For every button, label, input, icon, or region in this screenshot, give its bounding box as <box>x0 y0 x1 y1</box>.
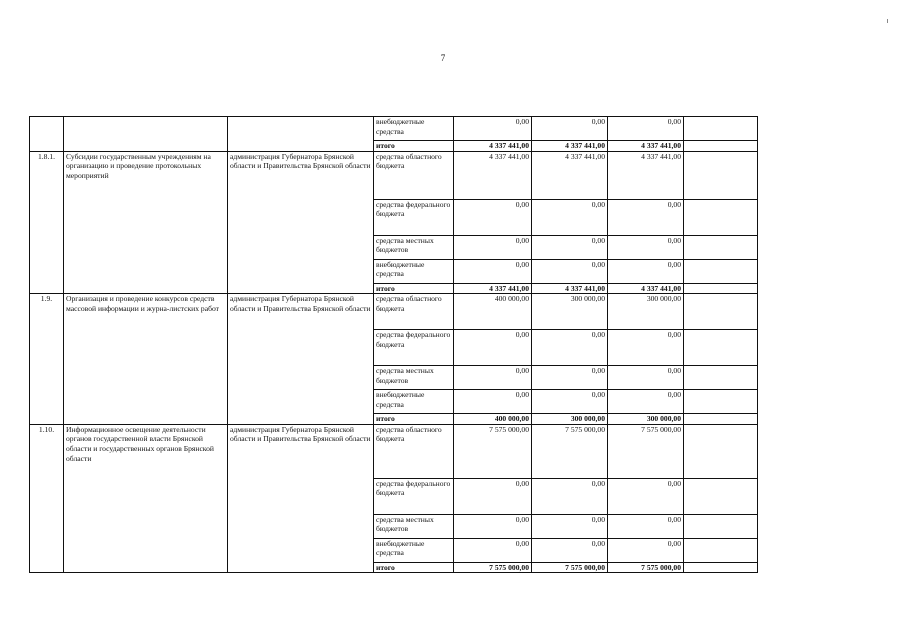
amount-cell-1: 400 000,00 <box>454 294 532 330</box>
item-name-cell: Организация и проведение конкурсов средств массовой информации и журна-листских работ <box>64 294 228 425</box>
amount-cell-3: 0,00 <box>608 199 684 235</box>
funding-source-cell: итого <box>374 141 454 152</box>
funding-source-cell: итого <box>374 283 454 294</box>
funding-source-cell: внебюджетные средства <box>374 117 454 141</box>
funding-source-cell: средства федерального бюджета <box>374 330 454 366</box>
item-number-cell: 1.9. <box>30 294 64 425</box>
amount-cell-2: 0,00 <box>532 259 608 283</box>
amount-cell-2: 0,00 <box>532 199 608 235</box>
amount-cell-2: 0,00 <box>532 235 608 259</box>
amount-cell-1: 4 337 441,00 <box>454 141 532 152</box>
empty-cell <box>684 283 758 294</box>
empty-cell <box>684 294 758 330</box>
amount-cell-2: 0,00 <box>532 390 608 414</box>
amount-cell-2: 4 337 441,00 <box>532 283 608 294</box>
funding-source-cell: внебюджетные средства <box>374 390 454 414</box>
funding-source-cell: средства местных бюджетов <box>374 235 454 259</box>
empty-cell <box>684 199 758 235</box>
amount-cell-3: 0,00 <box>608 117 684 141</box>
funding-source-cell: средства местных бюджетов <box>374 514 454 538</box>
empty-cell <box>684 424 758 478</box>
table-row <box>30 151 758 199</box>
empty-cell <box>684 235 758 259</box>
amount-cell-1: 7 575 000,00 <box>454 424 532 478</box>
funding-source-cell: средства федерального бюджета <box>374 478 454 514</box>
amount-cell-1: 400 000,00 <box>454 414 532 425</box>
table-row <box>30 424 758 478</box>
amount-cell-1: 0,00 <box>454 259 532 283</box>
amount-cell-3: 300 000,00 <box>608 414 684 425</box>
item-number-cell <box>30 117 64 152</box>
executor-cell: администрация Губернатора Брянской области и Правительства Брянской области <box>228 151 374 294</box>
empty-cell <box>684 390 758 414</box>
funding-source-cell: средства областного бюджета <box>374 424 454 478</box>
empty-cell <box>684 117 758 141</box>
executor-cell: администрация Губернатора Брянской области и Правительства Брянской области <box>228 294 374 425</box>
amount-cell-3: 0,00 <box>608 259 684 283</box>
amount-cell-1: 0,00 <box>454 514 532 538</box>
amount-cell-1: 0,00 <box>454 478 532 514</box>
amount-cell-1: 0,00 <box>454 117 532 141</box>
funding-source-cell: внебюджетные средства <box>374 259 454 283</box>
amount-cell-2: 4 337 441,00 <box>532 141 608 152</box>
page-number: 7 <box>440 53 446 63</box>
table-row <box>30 117 758 141</box>
empty-cell <box>684 514 758 538</box>
amount-cell-1: 7 575 000,00 <box>454 562 532 573</box>
amount-cell-1: 0,00 <box>454 366 532 390</box>
budget-table <box>29 116 758 573</box>
item-number-cell: 1.8.1. <box>30 151 64 294</box>
amount-cell-2: 0,00 <box>532 538 608 562</box>
amount-cell-1: 0,00 <box>454 390 532 414</box>
amount-cell-1: 4 337 441,00 <box>454 151 532 199</box>
funding-source-cell: внебюджетные средства <box>374 538 454 562</box>
amount-cell-3: 0,00 <box>608 366 684 390</box>
scan-mark <box>887 19 888 23</box>
amount-cell-3: 4 337 441,00 <box>608 283 684 294</box>
empty-cell <box>684 366 758 390</box>
amount-cell-3: 0,00 <box>608 478 684 514</box>
item-name-cell: Информационное освещение деятельности органов государственной власти Брянской области и государственных органов Брянской области <box>64 424 228 573</box>
funding-source-cell: средства областного бюджета <box>374 151 454 199</box>
empty-cell <box>684 478 758 514</box>
amount-cell-2: 0,00 <box>532 117 608 141</box>
funding-source-cell: итого <box>374 562 454 573</box>
empty-cell <box>684 259 758 283</box>
empty-cell <box>684 330 758 366</box>
amount-cell-3: 4 337 441,00 <box>608 151 684 199</box>
amount-cell-1: 0,00 <box>454 330 532 366</box>
empty-cell <box>684 562 758 573</box>
item-name-cell: Субсидии государственным учреждениям на организацию и проведение протокольных мероприятий <box>64 151 228 294</box>
executor-cell <box>228 117 374 152</box>
funding-source-cell: средства областного бюджета <box>374 294 454 330</box>
amount-cell-3: 0,00 <box>608 330 684 366</box>
amount-cell-3: 0,00 <box>608 538 684 562</box>
funding-source-cell: средства местных бюджетов <box>374 366 454 390</box>
amount-cell-2: 7 575 000,00 <box>532 562 608 573</box>
amount-cell-3: 4 337 441,00 <box>608 141 684 152</box>
executor-cell: администрация Губернатора Брянской области и Правительства Брянской области <box>228 424 374 573</box>
amount-cell-1: 0,00 <box>454 199 532 235</box>
amount-cell-1: 4 337 441,00 <box>454 283 532 294</box>
item-number-cell: 1.10. <box>30 424 64 573</box>
amount-cell-2: 300 000,00 <box>532 414 608 425</box>
funding-source-cell: итого <box>374 414 454 425</box>
amount-cell-3: 0,00 <box>608 235 684 259</box>
funding-source-cell: средства федерального бюджета <box>374 199 454 235</box>
table-row <box>30 294 758 330</box>
empty-cell <box>684 414 758 425</box>
amount-cell-2: 7 575 000,00 <box>532 424 608 478</box>
empty-cell <box>684 141 758 152</box>
item-name-cell <box>64 117 228 152</box>
amount-cell-2: 0,00 <box>532 478 608 514</box>
amount-cell-3: 0,00 <box>608 514 684 538</box>
amount-cell-3: 300 000,00 <box>608 294 684 330</box>
amount-cell-2: 0,00 <box>532 514 608 538</box>
amount-cell-1: 0,00 <box>454 235 532 259</box>
amount-cell-3: 0,00 <box>608 390 684 414</box>
amount-cell-2: 4 337 441,00 <box>532 151 608 199</box>
amount-cell-2: 300 000,00 <box>532 294 608 330</box>
amount-cell-2: 0,00 <box>532 366 608 390</box>
empty-cell <box>684 151 758 199</box>
amount-cell-1: 0,00 <box>454 538 532 562</box>
amount-cell-3: 7 575 000,00 <box>608 424 684 478</box>
amount-cell-2: 0,00 <box>532 330 608 366</box>
amount-cell-3: 7 575 000,00 <box>608 562 684 573</box>
empty-cell <box>684 538 758 562</box>
